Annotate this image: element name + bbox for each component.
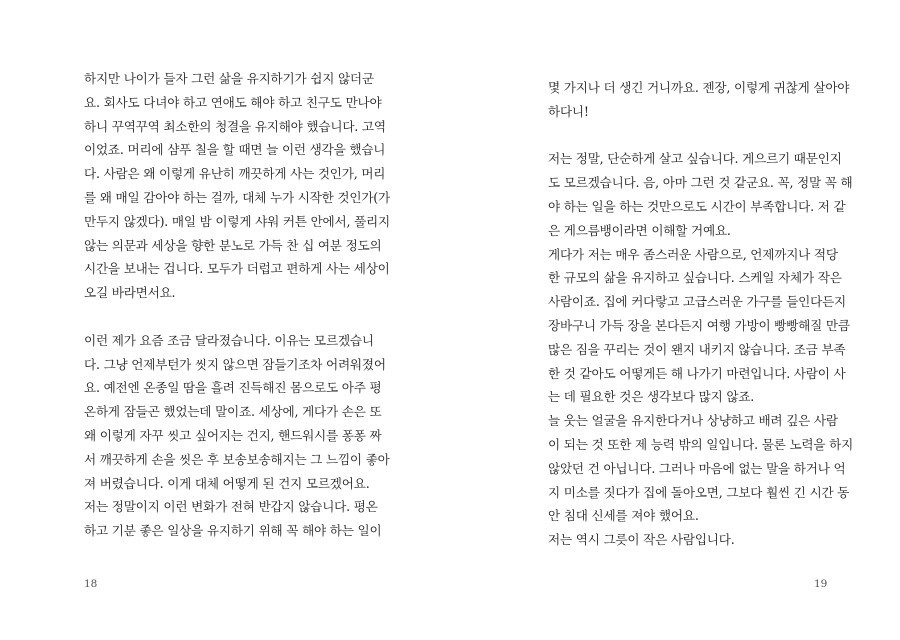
text-line: 도 모르겠습니다. 음, 아마 그런 것 같군요. 꼭, 정말 꼭 해 — [548, 175, 853, 191]
text-line: 온하게 잠들곤 했었는데 말이죠. 세상에, 게다가 손은 또 — [84, 404, 382, 420]
text-line: 요. 예전엔 온종일 땀을 흘려 진득해진 몸으로도 아주 평 — [84, 380, 382, 396]
text-line: 안 침대 신세를 져야 했어요. — [548, 508, 699, 524]
text-line: 사람이죠. 집에 커다랗고 고급스러운 가구를 들인다든지 — [548, 294, 847, 310]
text-line: 서 깨끗하게 손을 씻은 후 보송보송해지는 그 느낌이 좋아 — [84, 451, 390, 467]
text-line: 저는 정말이지 이런 변화가 전혀 반갑지 않습니다. 평온 — [84, 499, 378, 515]
text-line: 않았던 건 아닙니다. 그러나 마음에 없는 말을 하거나 억 — [548, 460, 846, 476]
left-page-text — [84, 67, 390, 543]
right-page-text — [548, 76, 854, 552]
text-line: 많은 짐을 꾸리는 것이 왠지 내키지 않습니다. 조금 부족 — [548, 341, 846, 357]
text-line: 다. 사람은 왜 이렇게 유난히 깨끗하게 사는 것인가, 머리 — [84, 166, 386, 182]
text-line: 요. 회사도 다녀야 하고 연애도 해야 하고 친구도 만나야 — [84, 94, 382, 110]
text-line: 한 규모의 삶을 유지하고 싶습니다. 스케일 자체가 작은 — [548, 270, 842, 286]
text-line: 만두지 않겠다). 매일 밤 이렇게 샤워 커튼 안에서, 풀리지 — [84, 213, 390, 229]
blank-line — [84, 305, 364, 329]
text-line: 게다가 저는 매우 좀스러운 사람으로, 언제까지나 적당 — [548, 246, 838, 262]
text-line: 몇 가지나 더 생긴 거니까요. 젠장, 이렇게 귀찮게 살아야 — [548, 80, 850, 95]
text-line: 는 데 필요한 것은 생각보다 많지 않죠. — [548, 389, 755, 405]
right-page-number: 19 — [814, 578, 828, 590]
text-line: 시간을 보내는 겁니다. 모두가 더럽고 편하게 사는 세상이 — [84, 261, 390, 277]
text-line: 않는 의문과 세상을 향한 분노로 가득 찬 십 여분 정도의 — [84, 237, 382, 253]
text-line: 이었죠. 머리에 샴푸 칠을 할 때면 늘 이런 생각을 했습니 — [84, 142, 386, 158]
text-line: 다. 그냥 언제부턴가 씻지 않으면 잠들기조차 어려워졌어 — [84, 356, 386, 372]
text-line: 지 미소를 짓다가 집에 돌아오면, 그보다 훨씬 긴 시간 동 — [548, 484, 850, 500]
blank-line — [548, 124, 828, 148]
text-line: 하다니! — [548, 103, 589, 119]
text-line: 저는 정말, 단순하게 살고 싶습니다. 게으르기 때문인지 — [548, 151, 842, 167]
text-line: 오길 바라면서요. — [84, 285, 176, 301]
text-line: 야 하는 일을 하는 것만으로도 시간이 부족합니다. 저 같 — [548, 198, 846, 214]
text-line: 를 왜 매일 감아야 하는 걸까, 대체 누가 시작한 것인가(가 — [84, 189, 390, 205]
text-line: 하고 기분 좋은 일상을 유지하기 위해 꼭 해야 하는 일이 — [84, 523, 382, 539]
text-line: 져 버렸습니다. 이게 대체 어떻게 된 건지 모르겠어요. — [84, 475, 370, 491]
right-page — [450, 0, 900, 640]
text-line: 장바구니 가득 장을 본다든지 여행 가방이 빵빵해질 만큼 — [548, 317, 850, 333]
left-page-number: 18 — [84, 578, 98, 590]
text-line: 이런 제가 요즘 조금 달라졌습니다. 이유는 모르겠습니 — [84, 332, 374, 348]
text-line: 저는 역시 그릇이 작은 사람입니다. — [548, 532, 735, 548]
text-line: 왜 이렇게 자꾸 씻고 싶어지는 건지, 핸드워시를 퐁퐁 짜 — [84, 427, 382, 443]
text-line: 늘 웃는 얼굴을 유지한다거나 상냥하고 배려 깊은 사람 — [548, 413, 838, 429]
text-line: 이 되는 것 또한 제 능력 밖의 일입니다. 물론 노력을 하지 — [548, 436, 854, 452]
text-line: 하지만 나이가 들자 그런 삶을 유지하기가 쉽지 않더군 — [84, 71, 374, 86]
text-line: 하니 꾸역꾸역 최소한의 청결을 유지해야 했습니다. 고역 — [84, 118, 386, 134]
text-line: 은 게으름뱅이라면 이해할 거예요. — [548, 222, 731, 238]
text-line: 한 것 같아도 어떻게든 해 나가기 마련입니다. 사람이 사 — [548, 365, 846, 381]
